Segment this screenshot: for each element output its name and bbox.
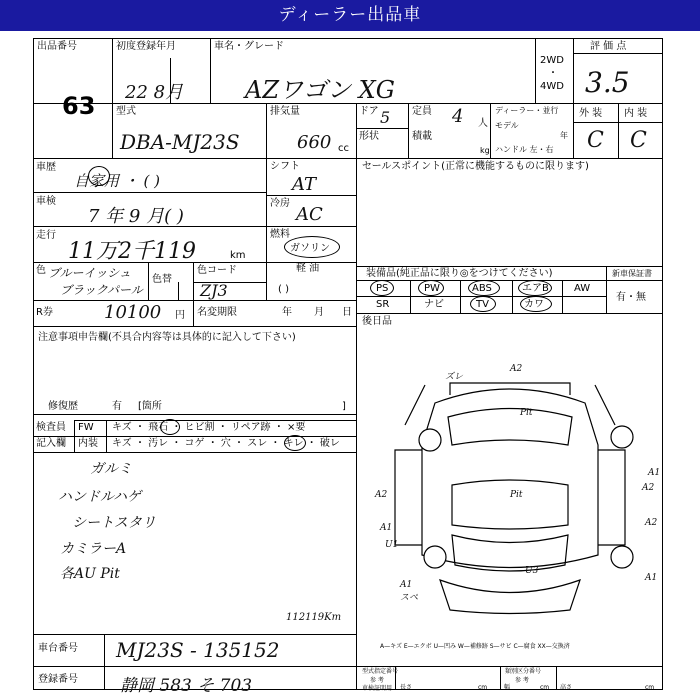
inspect-row2: キズ ・ 汚レ ・ コゲ ・ 穴 ・ スレ ・ キレ ・ 破レ [112, 438, 340, 449]
hand-note-1: ガルミ [90, 461, 132, 477]
displacement-value: 660 [297, 132, 332, 153]
shaken-label: 車検 [36, 196, 56, 207]
color-label: 色 [36, 265, 46, 276]
equip-pw: PW [424, 283, 440, 294]
width-label: 幅 [504, 684, 511, 691]
class-ref: 参 考 [515, 677, 529, 684]
fuel-diesel: 軽 油 [296, 263, 320, 274]
chassis-value: MJ23S - 135152 [116, 638, 280, 662]
inspect-circle-1 [160, 419, 180, 435]
capacity-label: 定員 [412, 106, 432, 117]
fuel-gas: ガソリン [290, 243, 330, 254]
equip-navi: ナビ [424, 299, 444, 310]
recycle-unit: 円 [175, 310, 185, 321]
diagram-label-pit-1: Pit [520, 408, 533, 418]
equip-aw: AW [574, 283, 591, 294]
fill-label: 記入欄 [36, 438, 66, 449]
type-cert-ref: 参 考 [370, 677, 384, 684]
doors-label: ドア [359, 106, 379, 117]
model-label: 車名・グレード [214, 41, 284, 52]
history-label: 車歴 [36, 162, 56, 173]
equipment-label: 装備品(純正品に限り◎をつけてください) [366, 268, 553, 279]
ac-value: AC [296, 204, 323, 225]
displacement-label: 排気量 [270, 106, 300, 117]
color-code-value: ZJ3 [200, 281, 228, 300]
fuel-label: 燃料 [270, 229, 290, 240]
capacity-value: 4 [452, 106, 464, 127]
first-reg-value: 22 8月 [125, 82, 184, 103]
type-label: 型式 [116, 106, 136, 117]
deadline-year: 年 [282, 307, 292, 318]
mileage-label: 走行 [36, 230, 56, 241]
equip-abs-circle [468, 280, 500, 296]
diagram-label-a2-r2: A2 [645, 518, 658, 528]
shape-label: 形状 [359, 131, 379, 142]
registration-label: 登録番号 [38, 674, 78, 685]
equip-tv: TV [476, 299, 489, 310]
color-value-1: ブルーイッシュ [48, 266, 132, 280]
rear-seat-label: 後日品 [362, 316, 392, 327]
class-label: 類別区分番号 [505, 668, 542, 675]
type-value: DBA-MJ23S [120, 130, 240, 154]
doors-value: 5 [380, 108, 391, 127]
equip-pw-circle [418, 280, 444, 296]
displacement-unit: cc [338, 143, 349, 154]
load-label: 積載 [412, 131, 432, 142]
mileage-value: 11万2千119 [68, 239, 196, 264]
score-label: 評 価 点 [590, 41, 627, 52]
diagram-label-u3: U3 [525, 566, 539, 576]
lot-number: 63 [62, 92, 96, 120]
repair-label: 修復歴 [48, 401, 78, 412]
repair-location: [箇所 [138, 401, 162, 412]
drive-2wd: 2WD [540, 55, 564, 66]
recycle-value: 10100 [104, 302, 162, 323]
equip-airbag-circle [518, 280, 552, 296]
inspect-interior: 内装 [78, 438, 98, 449]
damage-legend: A—キズ E—エクボ U—凹み W—補修跡 S—サビ C—腐食 XX—交換済 [380, 643, 570, 650]
exterior-label: 外 装 [579, 108, 603, 119]
warranty-label: 新車保証書 [612, 269, 652, 278]
capacity-unit: 人 [478, 118, 488, 129]
color-code-label: 色コード [197, 265, 237, 276]
inspector-label: 検査員 [36, 422, 66, 433]
warranty-value: 有・無 [616, 292, 646, 303]
notice-label: 注意事項申告欄(不具合内容等は具体的に記入して下さい) [38, 332, 296, 343]
score-value: 3.5 [585, 66, 630, 99]
diagram-label-a2-r1: A2 [642, 483, 655, 493]
interior-value: C [630, 128, 647, 153]
hand-note-4: カミラーA [60, 541, 127, 557]
drive-4wd: 4WD [540, 81, 564, 92]
shaken-value: 7 年 9 月( ) [88, 206, 184, 227]
hand-note-5: 各AU Pit [60, 566, 120, 582]
hand-note-2: ハンドルハゲ [58, 489, 142, 505]
handle-label: ハンドル 左・右 [495, 145, 554, 154]
equip-airbag: エアB [522, 283, 549, 294]
name-deadline-label: 名変期限 [197, 307, 237, 318]
height-unit: cm [645, 684, 655, 691]
model-value: AZワゴン XG [245, 76, 395, 104]
diagram-label-pit-2: Pit [510, 490, 523, 500]
first-reg-label: 初度登録年月 [116, 41, 176, 52]
model-year-label: モデル [495, 121, 519, 130]
equip-leather-circle [520, 296, 552, 312]
diagram-label-zure: ズレ [445, 372, 464, 382]
interior-label: 内 装 [624, 108, 648, 119]
color-value-2: ブラックパール [60, 283, 143, 297]
equip-ps: PS [376, 283, 389, 294]
sales-label: セールスポイント(正常に機能するものに限ります) [362, 161, 589, 172]
deadline-month: 月 [314, 307, 324, 318]
height-label: 高さ [560, 684, 573, 691]
type-cert-label: 型式指定番号 [362, 668, 399, 675]
inspect-row1: キズ ・ 飛石 ・ ヒビ割 ・ リペア跡 ・ ×要 [112, 422, 306, 433]
history-circle [88, 166, 110, 186]
shift-value: AT [292, 174, 317, 195]
recycle-label: R券 [36, 307, 53, 318]
equip-abs: ABS [472, 283, 492, 294]
equip-tv-circle [470, 296, 496, 312]
inspect-fw: FW [78, 422, 94, 433]
equip-sr: SR [376, 299, 390, 310]
history-value: 自家用 ・ ( ) [74, 172, 161, 190]
diagram-label-spe: スペ [400, 593, 419, 603]
deadline-day: 日 [342, 307, 352, 318]
car-damage-diagram [360, 355, 660, 620]
ac-label: 冷房 [270, 198, 290, 209]
fuel-paren: ( ) [278, 284, 289, 295]
diagram-label-u1: U1 [385, 540, 399, 550]
length-label: 長さ [400, 684, 413, 691]
diagram-label-a1-b: A1 [400, 580, 413, 590]
lot-label: 出品番号 [37, 41, 77, 52]
repair-value: 有 [112, 401, 122, 412]
diagram-label-a2-top: A2 [510, 364, 523, 374]
diagram-label-a1-br: A1 [645, 573, 658, 583]
diagram-label-a2-l: A2 [375, 490, 388, 500]
exterior-value: C [587, 128, 604, 153]
fuel-circle [284, 236, 340, 258]
width-unit: cm [540, 684, 550, 691]
model-year-unit: 年 [560, 131, 568, 140]
load-unit: kg [480, 146, 490, 155]
mileage-note: 112119Km [286, 612, 342, 623]
repair-close: ] [342, 401, 346, 412]
registration-value: 静岡 583 そ 703 [120, 676, 253, 696]
vehicle-cert-label: 車検証明用 [362, 685, 393, 692]
equip-ps-circle [370, 280, 394, 296]
banner-title: ディーラー出品車 [278, 5, 422, 25]
shift-label: シフト [270, 161, 300, 172]
mileage-unit: km [230, 250, 246, 261]
page-banner [0, 0, 700, 31]
chassis-label: 車台番号 [38, 643, 78, 654]
length-unit: cm [478, 684, 488, 691]
diagram-label-a1-l: A1 [380, 523, 393, 533]
diagram-label-a1-r1: A1 [648, 468, 660, 478]
equip-leather: カワ [524, 299, 544, 310]
drive-dot: ・ [548, 68, 558, 79]
dealer-label: ディーラー・並行 [495, 106, 559, 115]
hand-note-3: シートスタリ [72, 515, 156, 531]
inspect-circle-2 [284, 435, 306, 451]
color-change-label: 色替 [152, 274, 172, 285]
